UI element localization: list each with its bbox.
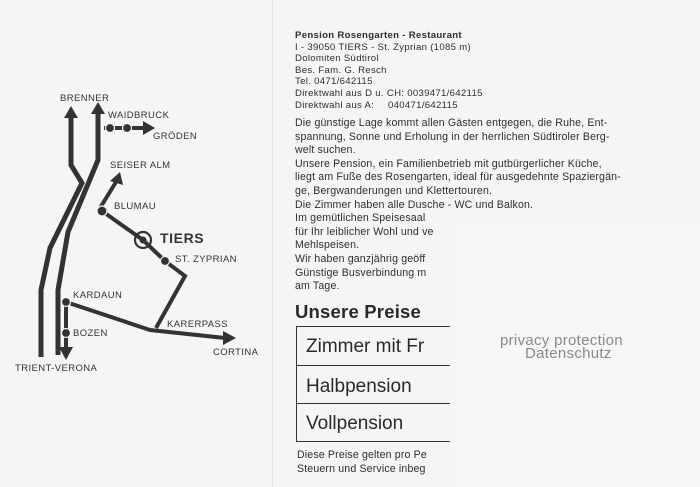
text-line: Wir haben ganzjährig geöff	[295, 252, 426, 265]
text-line: Diese Preise gelten pro Pe	[297, 449, 427, 461]
privacy-text: privacy protection	[500, 332, 623, 349]
text-line: für Ihr leiblicher Wohl und ve	[295, 225, 434, 238]
text-line: Unsere Pension, ein Familienbetrieb mit gutbürgerlicher Küche,	[295, 157, 602, 170]
text-line: welt suchen.	[295, 144, 356, 157]
price-note	[297, 449, 427, 476]
label-tiers: TIERS	[160, 230, 205, 246]
prices-heading: Unsere Preise	[295, 301, 422, 322]
phone-line: Tel. 0471/642115	[295, 76, 373, 88]
label-blumau: BLUMAU	[114, 201, 156, 212]
label-kardaun: KARDAUN	[73, 290, 123, 301]
label-st-zyprian: ST. ZYPRIAN	[175, 254, 237, 265]
price-row-label: Vollpension	[306, 413, 404, 434]
text-line: spannung, Sonne und Erholung in der herrlichen Südtiroler Berg-	[295, 130, 610, 143]
arrow-north-icon	[64, 106, 78, 118]
text-line: am Tage.	[295, 280, 340, 293]
label-karerpass: KARERPASS	[167, 319, 228, 330]
arrow-south-icon	[59, 347, 73, 360]
label-groeden: GRÖDEN	[153, 131, 198, 142]
address-line: Dolomiten Südtirol	[295, 53, 379, 65]
privacy-text-de: Datenschutz	[525, 345, 612, 362]
owner-line: Bes. Fam. G. Resch	[295, 64, 387, 76]
fold-line	[272, 0, 273, 487]
label-seiser-alm: SEISER ALM	[110, 160, 171, 171]
arrow-east-icon	[223, 331, 236, 345]
text-line: Die günstige Lage kommt allen Gästen entgegen, die Ruhe, Ent-	[295, 117, 608, 129]
route-map	[0, 0, 272, 487]
direct-dial-d-ch: Direktwahl aus D u. CH: 0039471/642115	[295, 87, 483, 99]
direct-dial-a	[295, 100, 483, 112]
label-trient-verona: TRIENT-VERONA	[15, 363, 98, 374]
label-cortina: CORTINA	[213, 347, 259, 358]
price-row-label: Halbpension	[306, 376, 412, 397]
label-waidbruck: WAIDBRUCK	[108, 110, 170, 121]
label-bozen: BOZEN	[73, 328, 108, 339]
privacy-overlay	[450, 222, 700, 487]
text-line: Mehlspeisen.	[295, 239, 360, 252]
text-line: liegt am Fuße des Rosengarten, ideal für ausgedehnte Spaziergän-	[295, 171, 621, 184]
price-row-label: Zimmer mit Fr	[306, 336, 425, 357]
pension-name: Pension Rosengarten - Restaurant	[295, 30, 462, 41]
text-line: ge, Bergwanderungen und Klettertouren.	[295, 184, 493, 197]
direct-dial-a-number: 040471/642115	[388, 99, 458, 111]
address-line: I - 39050 TIERS - St. Zyprian (1085 m)	[295, 41, 471, 53]
text-line: Im gemütlichen Speisesaal	[295, 212, 426, 225]
label-brenner: BRENNER	[60, 93, 110, 104]
text-line: Steuern und Service inbeg	[297, 462, 426, 475]
direct-dial-a-label: Direktwahl aus A:	[295, 99, 375, 111]
text-line: Günstige Busverbindung m	[295, 266, 427, 279]
text-line: Die Zimmer haben alle Dusche - WC und Balkon.	[295, 198, 534, 211]
main-road	[41, 114, 98, 357]
address-block	[295, 30, 483, 111]
